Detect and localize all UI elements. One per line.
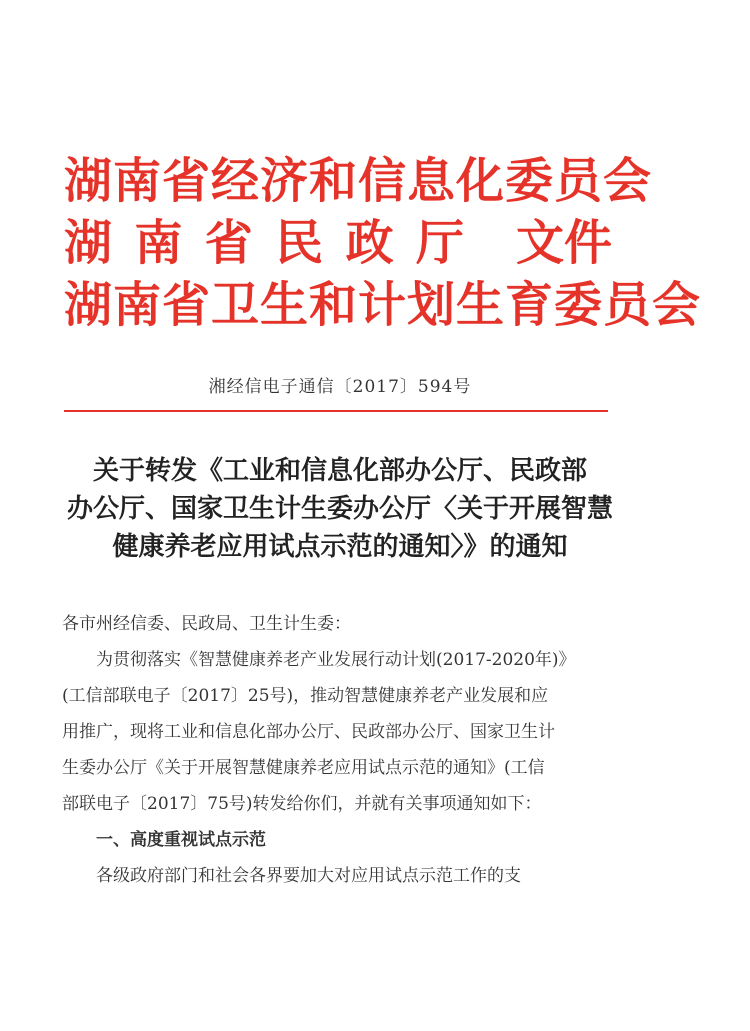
document-body [62, 606, 622, 894]
document-title [40, 452, 640, 566]
issuer-line-3: 湖南省卫生和计划生育委员会 [64, 277, 702, 333]
addressee: 各市州经信委、民政局、卫生计生委： [62, 614, 351, 634]
issuer-char: 省 [204, 215, 253, 271]
issuing-authorities [64, 150, 702, 336]
paragraph-line: 生委办公厅《关于开展智慧健康养老应用试点示范的通知》(工信 [62, 758, 545, 778]
title-line-2: 办公厅、国家卫生计生委办公厅〈关于开展智慧 [66, 494, 613, 524]
issuer-char: 南 [134, 215, 183, 271]
issuer-char: 厅 [415, 215, 464, 271]
document-number: 湘经信电子通信〔2017〕594号 [208, 377, 472, 397]
issuer-char: 民 [275, 215, 324, 271]
paragraph-line: 为贯彻落实《智慧健康养老产业发展行动计划(2017-2020年)》 [96, 650, 576, 670]
paragraph-line: 部联电子〔2017〕75号)转发给你们，并就有关事项通知如下： [62, 794, 542, 814]
issuer-line-2-chars [64, 212, 464, 274]
red-separator-line [64, 410, 608, 412]
title-line-3: 健康养老应用试点示范的通知〉》的通知 [112, 532, 568, 562]
section-text: 各级政府部门和社会各界要加大对应用试点示范工作的支 [96, 866, 521, 886]
issuer-line-1: 湖南省经济和信息化委员会 [64, 153, 653, 209]
document-word: 文件 [516, 215, 613, 271]
issuer-line-2 [64, 212, 624, 274]
issuer-char: 政 [345, 215, 394, 271]
title-line-1: 关于转发《工业和信息化部办公厅、民政部 [92, 456, 587, 486]
issuer-char: 湖 [64, 215, 113, 271]
section-heading: 一、高度重视试点示范 [96, 830, 266, 850]
paragraph-line: 用推广，现将工业和信息化部办公厅、民政部办公厅、国家卫生计 [62, 722, 555, 742]
paragraph-line: (工信部联电子〔2017〕25号)，推动智慧健康养老产业发展和应 [62, 686, 549, 706]
